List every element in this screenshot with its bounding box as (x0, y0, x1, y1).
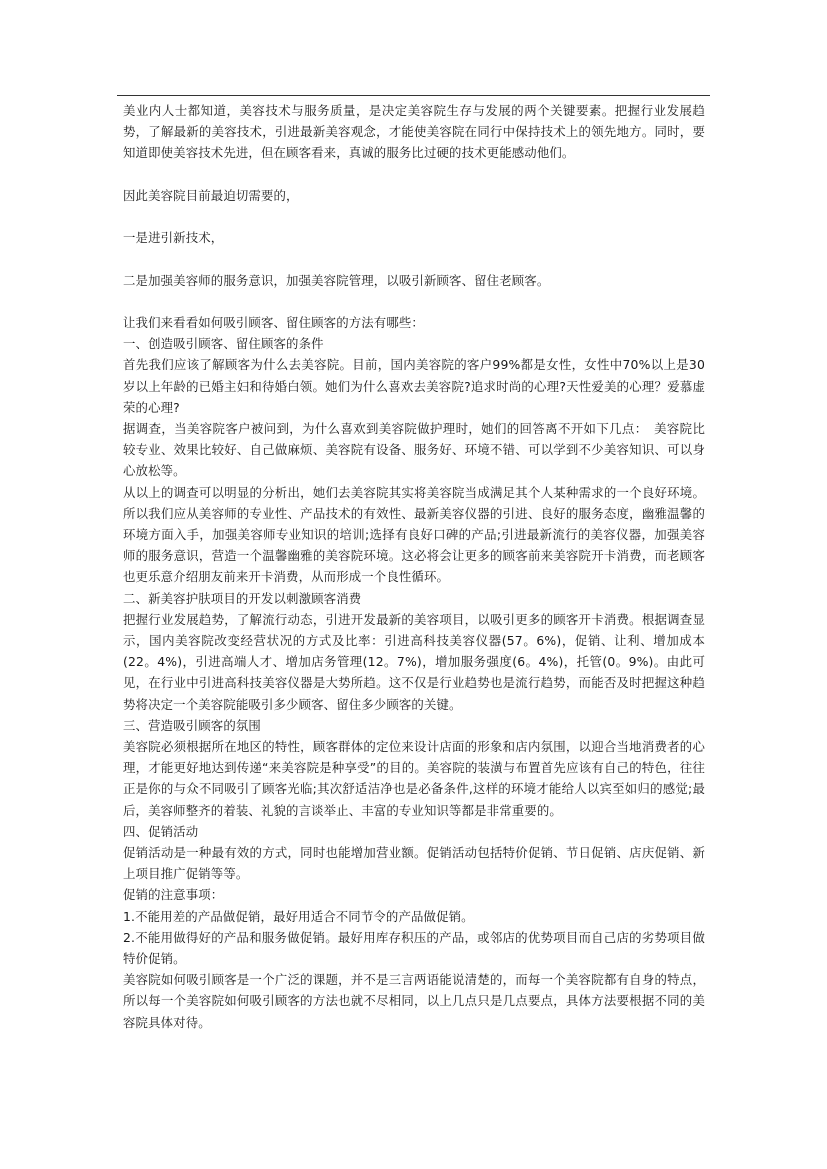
list-item: 1.不能用差的产品做促销，最好用适合不同节令的产品做促销。 (123, 908, 474, 924)
body-paragraph: 促销活动是一种最有效的方式，同时也能增加营业额。促销活动包括特价促销、节日促销、店庆促销、新上项目推广促销等等。 (123, 845, 705, 882)
body-paragraph: 首先我们应该了解顾客为什么去美容院。目前，国内美容院的客户99%都是女性，女性中70%以上是30岁以上年龄的已婚主妇和待婚白领。她们为什么喜欢去美容院?追求时尚的心理?天性爱美的心理？爱慕虚荣的心理? (123, 357, 705, 415)
body-paragraph: 从以上的调查可以明显的分析出，她们去美容院其实将美容院当成满足其个人某种需求的一个良好环境。所以我们应从美容师的专业性、产品技术的有效性、最新美容仪器的引进、良好的服务态度，幽雅温馨的环境方面入手，加强美容师专业知识的培训;选择有良好口碑的产品;引进最新流行的美容仪器，加强美容师的服务意识，营造一个温馨幽雅的美容院环境。这必将会让更多的顾客前来美容院开卡消费，而老顾客也更乐意介绍朋友前来开卡消费，从而形成一个良性循环。 (123, 484, 705, 585)
intro-paragraph: 美业内人士都知道，美容技术与服务质量，是决定美容院生存与发展的两个关键要素。把握行业发展趋势，了解最新的美容技术，引进最新美容观念，才能使美容院在同行中保持技术上的领先地方。同时，要知道即使美容技术先进，但在顾客看来，真诚的服务比过硬的技术更能感动他们。 (123, 103, 705, 161)
body-paragraph: 把握行业发展趋势，了解流行动态，引进开发最新的美容项目，以吸引更多的顾客开卡消费。根据调查显示，国内美容院改变经营状况的方式及比率：引进高科技美容仪器(57。6%)，促销、让利、增加成本(22。4%)，引进高端人才、增加店务管理(12。7%)，增加服务强度(6。4%)，托管(0。9%)。由此可见，在行业中引进高科技美容仪器是大势所趋。这不仅是行业趋势也是流行趋势，而能否及时把握这种趋势将决定一个美容院能吸引多少顾客、留住多少顾客的关键。 (123, 611, 705, 712)
body-paragraph: 促销的注意事项： (123, 887, 224, 903)
body-paragraph: 因此美容院目前最迫切需要的， (123, 187, 299, 203)
section-heading-1: 一、创造吸引顾客、留住顾客的条件 (123, 336, 324, 352)
body-paragraph: 一是进引新技术， (123, 230, 224, 246)
body-paragraph: 据调查，当美容院客户被问到，为什么喜欢到美容院做护理时，她们的回答离不开如下几点： 美容院比较专业、效果比较好、自己做麻烦、美容院有设备、服务好、环境不错、可以学到不少美容知识、可以身心放松等。 (123, 420, 705, 479)
conclusion-paragraph: 美容院如何吸引顾客是一个广泛的课题，并不是三言两语能说清楚的，而每一个美容院都有自身的特点，所以每一个美容院如何吸引顾客的方法也就不尽相同，以上几点只是几点要点，具体方法要根据不同的美容院具体对待。 (123, 972, 705, 1030)
section-heading-2: 二、新美容护肤项目的开发以刺激顾客消费 (123, 590, 362, 606)
section-heading-4: 四、促销活动 (123, 823, 199, 839)
document-body (123, 100, 705, 1033)
body-paragraph: 美容院必须根据所在地区的特性，顾客群体的定位来设计店面的形象和店内氛围，以迎合当地消费者的心理，才能更好地达到传递“来美容院是种享受”的目的。美容院的装潢与布置首先应该有自己的特色，往往正是你的与众不同吸引了顾客光临;其次舒适洁净也是必备条件,这样的环境才能给人以宾至如归的感觉;最后，美容师整齐的着装、礼貌的言谈举止、丰富的专业知识等都是非常重要的。 (123, 739, 705, 818)
header-rule (117, 95, 710, 96)
body-paragraph: 二是加强美容师的服务意识，加强美容院管理，以吸引新顾客、留住老顾客。 (123, 272, 550, 288)
body-paragraph: 让我们来看看如何吸引顾客、留住顾客的方法有哪些： (123, 314, 424, 330)
list-item: 2.不能用做得好的产品和服务做促销。最好用库存积压的产品，或邻店的优势项目而自己店的劣势项目做特价促销。 (123, 929, 705, 967)
section-heading-3: 三、营造吸引顾客的氛围 (123, 717, 261, 733)
